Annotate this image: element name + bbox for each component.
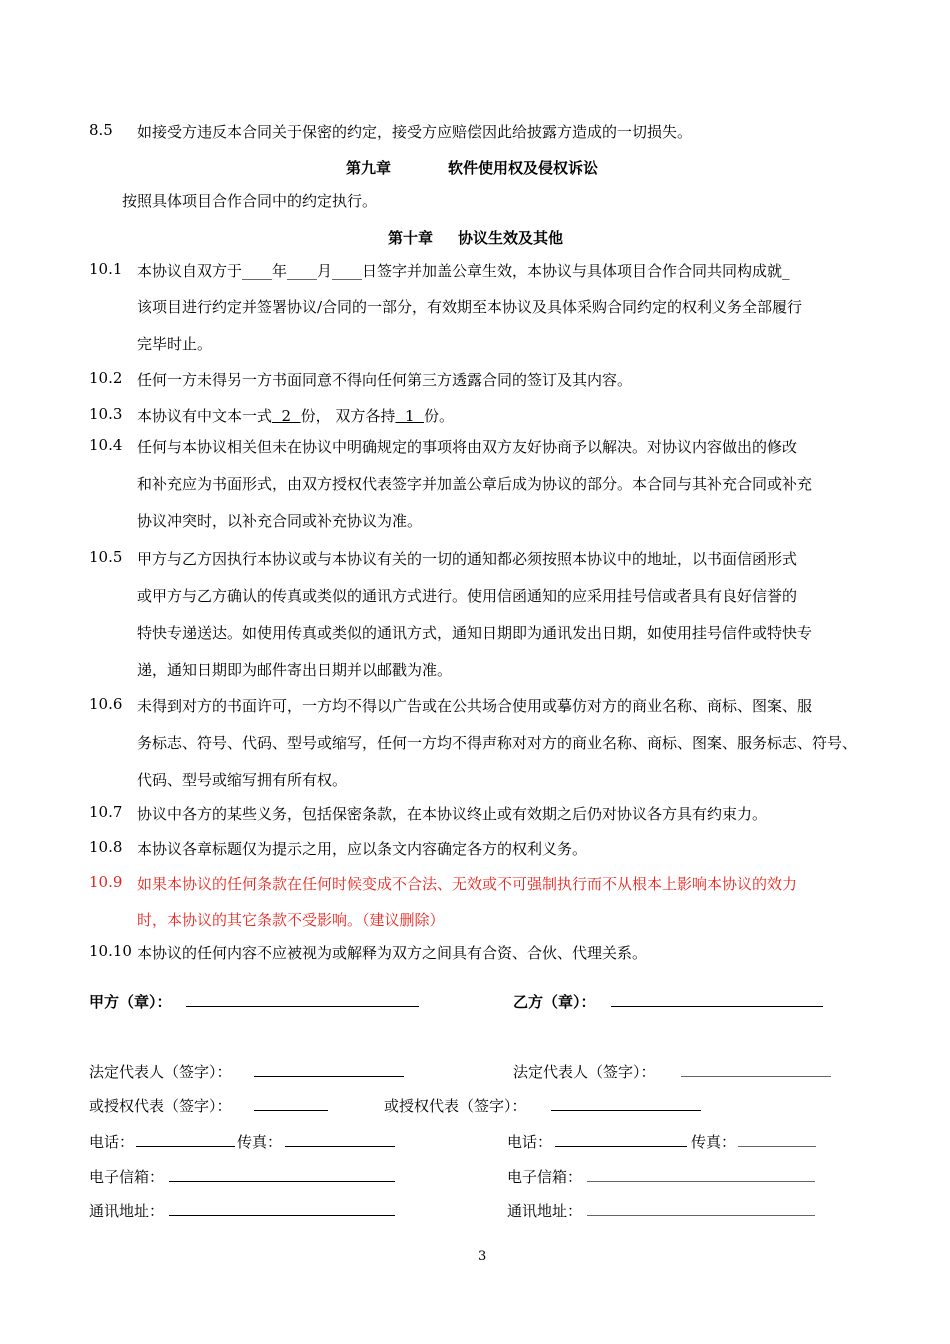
clause-text: 该项目进行约定并签署协议/合同的一部分，有效期至本协议及具体采购合同约定的权利义务全部履行 [137,298,803,316]
clause-number: 10.6 [89,695,123,713]
clause-text: 和补充应为书面形式，由双方授权代表签字并加盖公章后成为协议的部分。本合同与其补充合同或补充 [137,475,813,493]
clause-number: 8.5 [89,121,113,139]
chapter-9-subtitle: 软件使用权及侵权诉讼 [448,159,599,177]
clause-number: 10.2 [89,369,123,387]
party-a-fax-line [285,1146,395,1147]
clause-text: 协议中各方的某些义务，包括保密条款，在本协议终止或有效期之后仍对协议各方具有约束力。 [137,805,768,823]
clause-text [137,405,454,426]
clause-text: 甲方与乙方因执行本协议或与本协议有关的一切的通知都必须按照本协议中的地址，以书面信函形式 [137,550,798,568]
party-a-address-label: 通讯地址： [89,1202,165,1220]
clause-text: 任何一方未得另一方书面同意不得向任何第三方透露合同的签订及其内容。 [137,371,633,389]
clause-number: 10.3 [89,405,123,423]
party-a-email-line [169,1181,395,1182]
party-b-phone-line [555,1146,687,1147]
party-a-legal-rep-label: 法定代表人（签字）： [89,1063,232,1081]
clause-number: 10.10 [89,942,132,960]
party-a-auth-rep-label: 或授权代表（签字）： [89,1097,232,1115]
chapter-10-title: 第十章 [388,229,434,247]
party-a-legal-rep-line [254,1076,404,1077]
clause-text: 递，通知日期即为邮件寄出日期并以邮戳为准。 [137,661,453,679]
clause-number: 10.4 [89,436,123,454]
clause-number: 10.8 [89,838,123,856]
clause-text: 本协议各章标题仅为提示之用，应以条文内容确定各方的权利义务。 [137,840,588,858]
party-b-email-line [587,1181,815,1182]
party-a-fax-label: 传真： [237,1133,283,1151]
party-b-phone-label: 电话： [507,1133,553,1151]
clause-text-mid: 份， 双方各持 [300,407,396,425]
chapter-9-title: 第九章 [346,159,392,177]
party-a-address-line [169,1215,395,1216]
clause-text-pre: 本协议有中文本一式 [137,407,273,425]
clause-number: 10.9 [89,873,123,891]
party-a-phone-line [136,1146,235,1147]
party-b-address-line [587,1215,815,1216]
party-a-phone-label: 电话： [89,1133,135,1151]
clause-number: 10.7 [89,803,123,821]
party-b-fax-line [738,1146,816,1147]
clause-text: 未得到对方的书面许可，一方均不得以广告或在公共场合使用或摹仿对方的商业名称、商标、图案、服 [137,697,813,715]
party-a-auth-rep-line [254,1110,328,1111]
party-b-legal-rep-line [681,1076,831,1077]
clause-number: 10.5 [89,548,123,566]
clause-text: 本协议的任何内容不应被视为或解释为双方之间具有合资、合伙、代理关系。 [137,944,648,962]
chapter-10-subtitle: 协议生效及其他 [458,229,564,247]
clause-text: 如接受方违反本合同关于保密的约定，接受方应赔偿因此给披露方造成的一切损失。 [137,123,693,141]
clause-text: 如果本协议的任何条款在任何时候变成不合法、无效或不可强制执行而不从根本上影响本协议的效力 [137,875,798,893]
party-b-email-label: 电子信箱： [507,1168,583,1186]
party-b-fax-label: 传真： [691,1133,737,1151]
clause-text: 本协议自双方于____年____月____日签字并加盖公章生效，本协议与具体项目合作合同共同构成就_ [137,262,790,280]
page-number: 3 [478,1249,487,1264]
clause-text: 特快专递送达。如使用传真或类似的通讯方式，通知日期即为通讯发出日期，如使用挂号信件或特快专 [137,624,813,642]
each-value: 1 [395,407,425,425]
clause-text: 完毕时止。 [137,335,213,353]
party-b-legal-rep-label: 法定代表人（签字）： [513,1063,656,1081]
clause-number: 10.1 [89,260,123,278]
clause-text: 务标志、符号、代码、型号或缩写，任何一方均不得声称对对方的商业名称、商标、图案、服务标志、符号、 [137,734,858,752]
party-b-auth-rep-line [551,1110,701,1111]
party-b-address-label: 通讯地址： [507,1202,583,1220]
clause-text: 或甲方与乙方确认的传真或类似的通讯方式进行。使用信函通知的应采用挂号信或者具有良好信誉的 [137,587,798,605]
clause-text: 协议冲突时，以补充合同或补充协议为准。 [137,512,423,530]
party-b-auth-rep-label: 或授权代表（签字）： [384,1097,527,1115]
clause-text: 时，本协议的其它条款不受影响。（建议删除） [137,911,445,929]
clause-text: 任何与本协议相关但未在协议中明确规定的事项将由双方友好协商予以解决。对协议内容做出的修改 [137,438,798,456]
clause-text: 代码、型号或缩写拥有所有权。 [137,771,348,789]
party-b-seal-label: 乙方（章）： [513,993,596,1011]
party-a-seal-line [186,1006,419,1007]
clause-text-post: 份。 [424,407,455,425]
party-a-seal-label: 甲方（章）： [89,993,172,1011]
copies-value: 2 [272,407,301,425]
party-a-email-label: 电子信箱： [89,1168,165,1186]
chapter-9-body: 按照具体项目合作合同中的约定执行。 [122,192,378,210]
party-b-seal-line [611,1006,823,1007]
